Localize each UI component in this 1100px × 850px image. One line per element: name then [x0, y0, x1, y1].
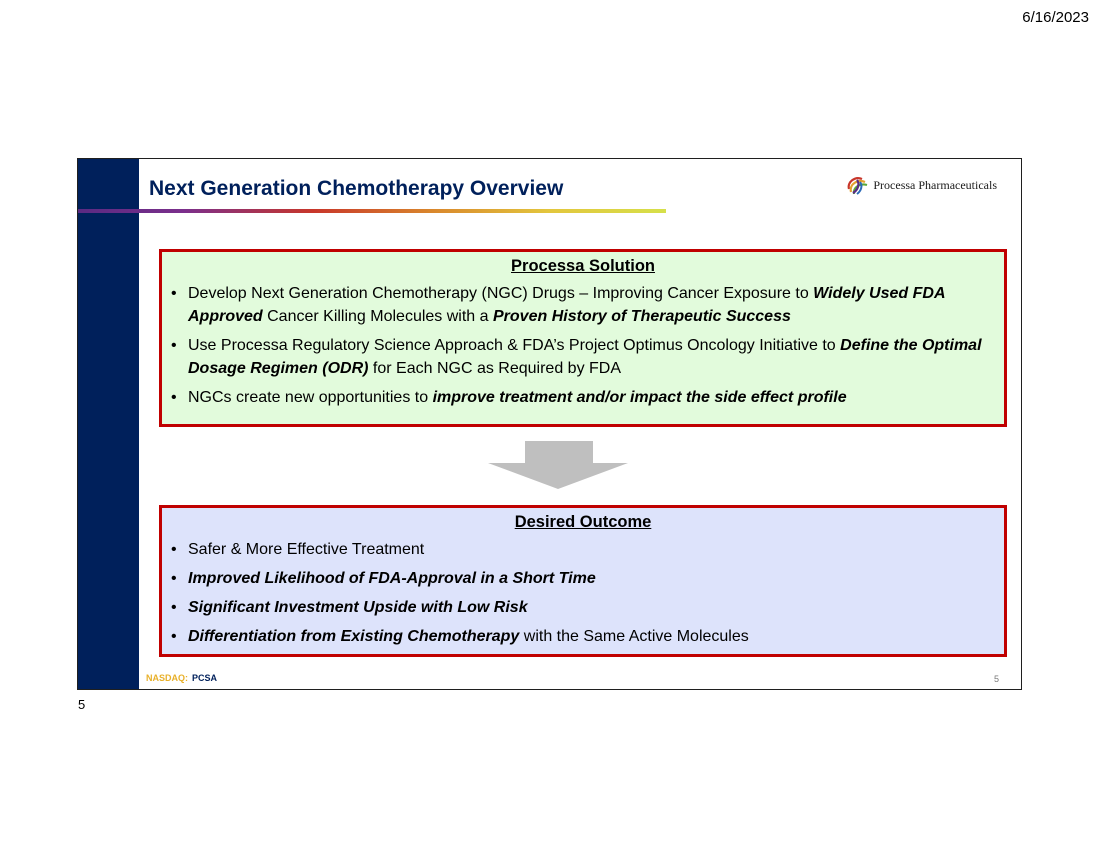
logo-text: Processa Pharmaceuticals	[873, 177, 997, 192]
solution-list	[170, 282, 996, 409]
slide-title: Next Generation Chemotherapy Overview	[149, 177, 564, 200]
solution-heading: Processa Solution	[511, 257, 655, 275]
stock-ticker	[146, 673, 217, 683]
slide-sidebar	[78, 159, 139, 689]
processa-logo-icon	[845, 174, 869, 196]
list-item: • Improved Likelihood of FDA-Approval in a Short Time	[170, 567, 996, 590]
list-item: • Develop Next Generation Chemotherapy (NGC) Drugs – Improving Cancer Exposure to Widely Used FDA Approved Cancer Killing Molecules with a Proven History of Therapeutic Success	[170, 282, 996, 328]
outcome-heading: Desired Outcome	[514, 513, 652, 531]
list-item: • Use Processa Regulatory Science Approach & FDA’s Project Optimus Oncology Initiative to Define the Optimal Dosage Regimen (ODR) for Each NGC as Required by FDA	[170, 334, 996, 380]
list-item: • Differentiation from Existing Chemotherapy with the Same Active Molecules	[170, 625, 996, 648]
slide	[77, 158, 1022, 690]
outcome-box	[159, 505, 1007, 657]
title-gradient-rule	[78, 209, 666, 213]
list-item: • Safer & More Effective Treatment	[170, 538, 996, 561]
ticker-symbol: PCSA	[192, 673, 218, 683]
page-number: 5	[78, 697, 86, 712]
list-item: • Significant Investment Upside with Low Risk	[170, 596, 996, 619]
exchange-label: NASDAQ:	[146, 673, 188, 683]
down-arrow-icon	[488, 441, 628, 491]
list-item: • NGCs create new opportunities to improve treatment and/or impact the side effect profile	[170, 386, 996, 409]
outcome-list	[170, 538, 996, 648]
company-logo	[845, 174, 997, 196]
slide-page-number: 5	[993, 674, 999, 684]
print-date: 6/16/2023	[1022, 9, 1089, 26]
solution-box	[159, 249, 1007, 427]
